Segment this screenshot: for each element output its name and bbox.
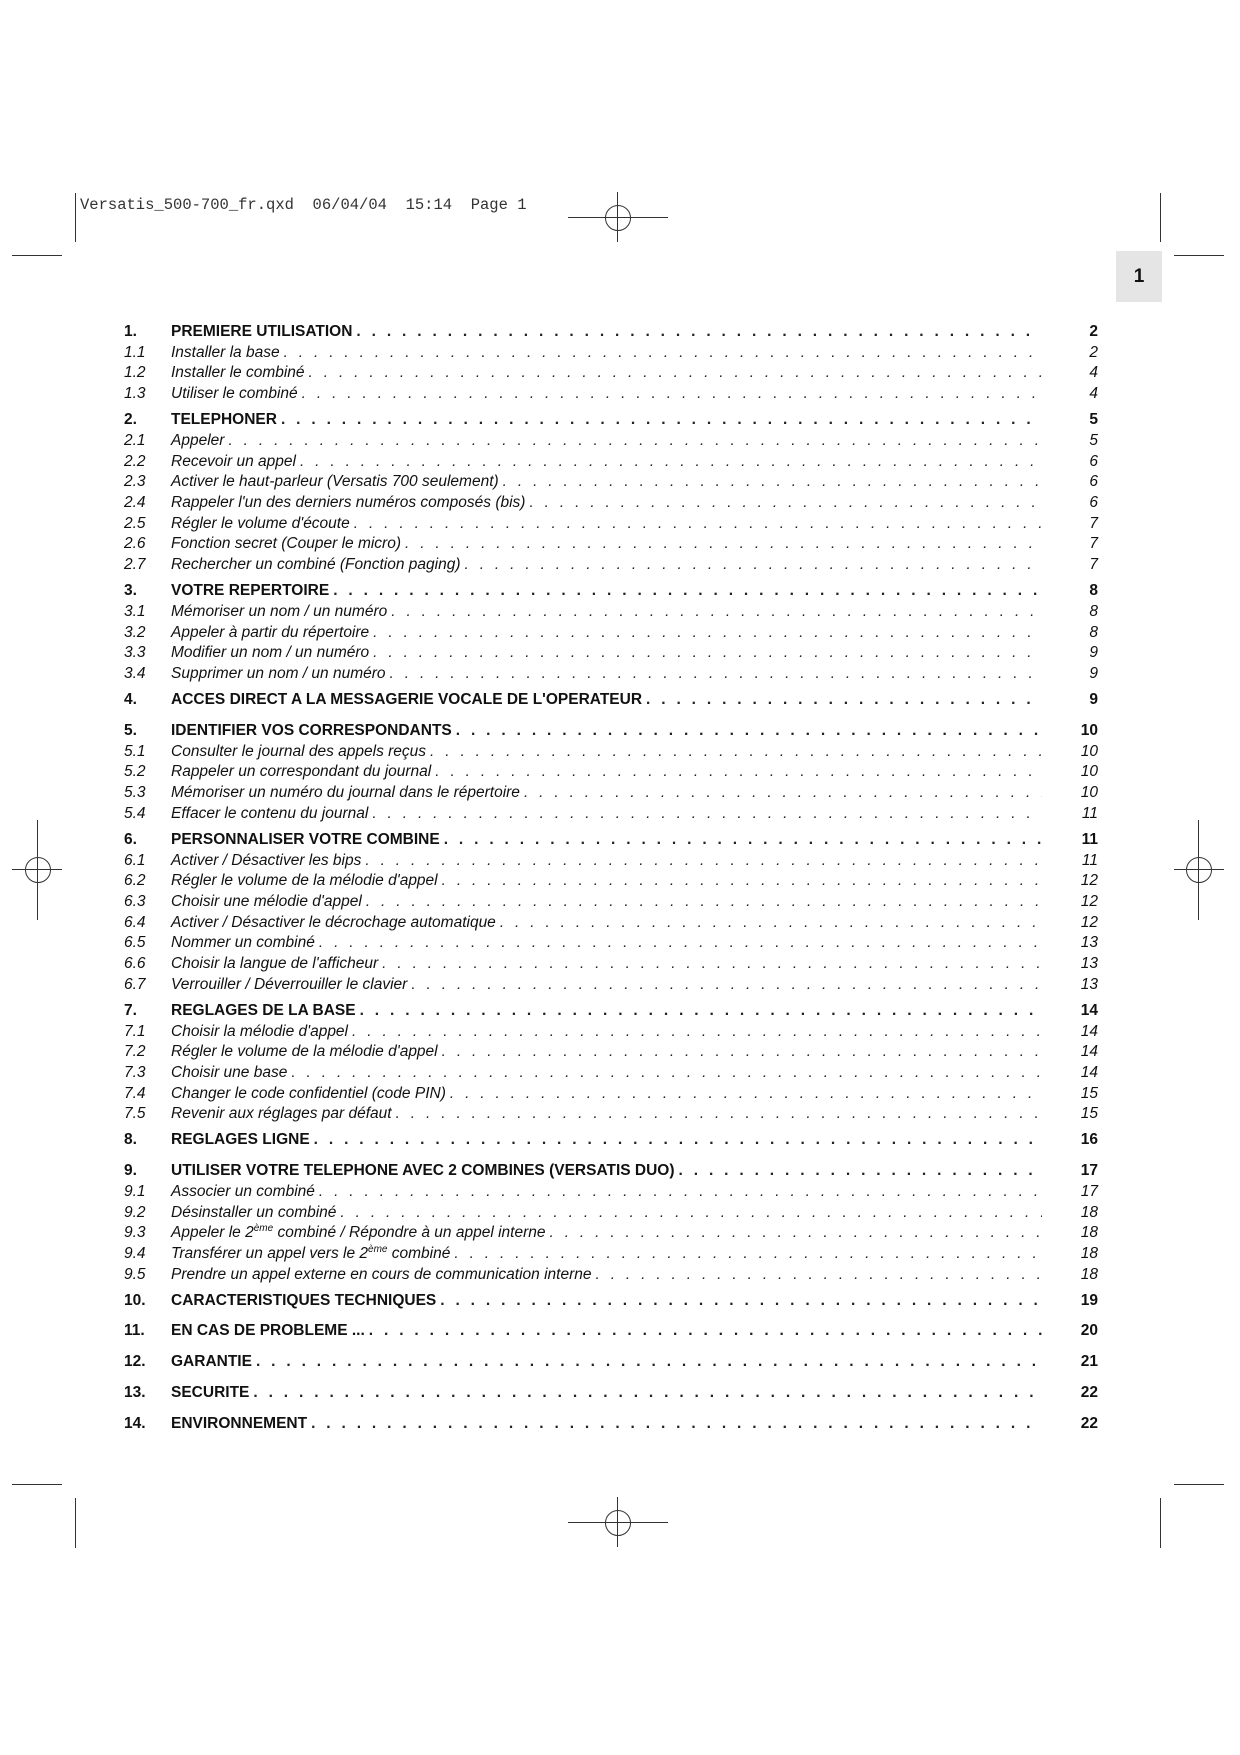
toc-title: Choisir la langue de l'afficheur [171,954,379,972]
toc-leader-dots [333,581,1042,602]
toc-number: 6.4 [124,913,146,931]
toc-page-number: 12 [1080,872,1098,890]
toc-section[interactable] [124,762,1098,783]
toc-leader-dots [442,871,1042,892]
toc-chapter[interactable] [124,1161,1098,1182]
toc-page-number: 15 [1080,1105,1098,1123]
toc-page-number: 11 [1081,851,1098,869]
toc-number: 6.6 [124,954,146,972]
toc-number: 6.7 [124,975,146,993]
slug-date: 06/04/04 [312,196,387,214]
toc-title: Mémoriser un nom / un numéro [171,602,388,620]
toc-section[interactable] [124,555,1098,576]
page-number: 1 [1133,265,1145,287]
registration-circle-bottom [605,1510,631,1536]
toc-title: Consulter le journal des appels reçus [171,742,427,760]
toc-chapter[interactable] [124,690,1098,711]
toc-page-number: 2 [1089,323,1098,340]
crop-mark-bottom-right-h [1174,1484,1224,1485]
toc-title: Choisir une base [171,1063,288,1081]
toc-leader-dots [256,1352,1042,1373]
toc-section[interactable] [124,871,1098,892]
toc-number: 10. [124,1291,146,1309]
toc-title: Régler le volume d'écoute [171,514,350,532]
toc-number: 2.3 [124,473,146,491]
crop-mark-bottom-left-h [12,1484,62,1485]
toc-number: 6.2 [124,872,146,890]
toc-page-number: 12 [1080,892,1098,910]
toc-title: Désinstaller un combiné [171,1203,337,1221]
toc-number: 3.3 [124,644,146,662]
toc-page-number: 9 [1089,665,1098,682]
toc-title: Installer la base [171,343,280,361]
toc-title-superscript: ème [253,1223,274,1235]
toc-number: 5.1 [124,742,146,760]
toc-leader-dots [390,664,1042,685]
toc-chapter[interactable] [124,1291,1098,1312]
toc-number: 2.6 [124,535,146,553]
toc-title: Activer / Désactiver les bips [171,851,362,869]
toc-title: Revenir aux réglages par défaut [171,1105,392,1123]
toc-page-number: 7 [1089,535,1098,553]
toc-leader-dots [549,1223,1042,1244]
toc-number: 3.4 [124,665,146,682]
toc-section[interactable] [124,1223,1098,1244]
toc-page-number: 4 [1089,385,1098,403]
toc-leader-dots [311,1414,1042,1435]
toc-page-number: 9 [1089,691,1098,709]
toc-section[interactable] [124,1265,1098,1286]
toc-number: 1.3 [124,385,146,403]
toc-title: IDENTIFIER VOS CORRESPONDANTS [171,721,452,739]
toc-section[interactable] [124,493,1098,514]
toc-title: REGLAGES LIGNE [171,1131,310,1149]
print-slug [80,196,527,214]
toc-page-number: 17 [1080,1162,1098,1180]
toc-number: 2.2 [124,452,146,470]
toc-section[interactable] [124,1203,1098,1224]
toc-page-number: 8 [1089,623,1098,641]
toc-title: ACCES DIRECT A LA MESSAGERIE VOCALE DE L'OPERATEUR [171,691,643,709]
toc-section[interactable] [124,1104,1098,1125]
toc-leader-dots [373,643,1042,664]
toc-chapter[interactable] [124,1383,1098,1404]
toc-page-number: 5 [1089,411,1098,429]
toc-page-number: 9 [1089,644,1098,662]
toc-title: Effacer le contenu du journal [171,804,369,822]
toc-page-number: 8 [1089,602,1098,620]
toc-chapter[interactable] [124,1321,1098,1342]
toc-chapter[interactable] [124,1001,1098,1022]
toc-title: Rappeler l'un des derniers numéros composés (bis) [171,494,526,511]
toc-section[interactable] [124,1084,1098,1105]
toc-section[interactable] [124,452,1098,473]
toc-section[interactable] [124,431,1098,452]
toc-number: 12. [124,1353,146,1371]
toc-page-number: 11 [1081,804,1098,822]
toc-page-number: 7 [1089,514,1098,532]
toc-title: Rechercher un combiné (Fonction paging) [171,556,461,574]
toc-page-number: 10 [1080,721,1098,739]
toc-page-number: 17 [1080,1182,1098,1200]
toc-leader-dots [430,742,1042,763]
toc-title: Fonction secret (Couper le micro) [171,535,401,553]
toc-page-number: 13 [1080,934,1098,952]
toc-leader-dots [450,1084,1042,1105]
toc-number: 3.2 [124,623,146,641]
toc-page-number: 14 [1080,1001,1098,1019]
toc-section[interactable] [124,602,1098,623]
toc-title: Choisir la mélodie d'appel [171,1022,349,1040]
toc-leader-dots [411,975,1042,996]
toc-leader-dots [356,322,1042,343]
toc-leader-dots [366,892,1042,913]
slug-page: Page 1 [470,196,527,214]
toc-title: Supprimer un nom / un numéro [171,665,386,682]
toc-leader-dots [456,721,1042,742]
toc-chapter[interactable] [124,1130,1098,1151]
toc-leader-dots [340,1203,1042,1224]
toc-title: Prendre un appel externe en cours de communication interne [171,1265,592,1283]
toc-page-number: 12 [1080,913,1098,931]
toc-page-number: 15 [1080,1084,1098,1102]
toc-number: 11. [124,1322,145,1340]
toc-page-number: 4 [1089,364,1098,382]
toc-section[interactable] [124,343,1098,364]
toc-title [171,1223,549,1244]
toc-page-number: 14 [1080,1063,1098,1081]
toc-leader-dots [396,1104,1042,1125]
toc-title: Régler le volume de la mélodie d'appel [171,1043,438,1061]
toc-number: 2.5 [124,514,146,532]
toc-section[interactable] [124,1182,1098,1203]
toc-number: 6.1 [124,851,146,869]
toc-leader-dots [454,1244,1042,1265]
toc-page-number: 2 [1089,343,1098,361]
toc-chapter[interactable] [124,721,1098,742]
toc-leader-dots [373,623,1042,644]
toc-section[interactable] [124,1063,1098,1084]
toc-leader-dots [291,1063,1042,1084]
toc-title: PERSONNALISER VOTRE COMBINE [171,830,440,848]
toc-number: 9.2 [124,1203,146,1221]
registration-circle-left [25,857,51,883]
toc-leader-dots [646,690,1042,711]
toc-title: Recevoir un appel [171,452,296,470]
toc-title: Installer le combiné [171,364,305,382]
toc-title: UTILISER VOTRE TELEPHONE AVEC 2 COMBINES (VERSATIS DUO) [171,1162,675,1180]
toc-title: REGLAGES DE LA BASE [171,1001,356,1019]
crop-mark-bottom-right-v [1160,1498,1161,1548]
toc-page-number: 13 [1080,975,1098,993]
toc-section[interactable] [124,1042,1098,1063]
toc-section[interactable] [124,534,1098,555]
crop-mark-top-left-v [75,193,76,242]
toc-title: Associer un combiné [171,1182,315,1200]
toc-title: ENVIRONNEMENT [171,1414,308,1432]
toc-leader-dots [228,431,1042,452]
toc-number: 2.1 [124,431,146,449]
toc-number: 8. [124,1131,137,1149]
toc-page-number: 10 [1080,742,1098,760]
toc-title-part: combiné [387,1244,451,1262]
toc-page-number: 21 [1080,1353,1098,1371]
toc-page-number: 18 [1080,1265,1098,1283]
toc-leader-dots [300,452,1042,473]
toc-leader-dots [309,363,1042,384]
toc-number: 9.1 [124,1182,146,1200]
toc-page-number: 10 [1080,763,1098,781]
toc-number: 6. [124,830,137,848]
toc-title: SECURITE [171,1383,250,1401]
toc-number: 1.1 [124,343,146,361]
toc-page-number: 19 [1080,1291,1098,1309]
toc-leader-dots [524,783,1042,804]
toc-number: 2.7 [124,556,146,574]
crop-mark-top-left-h [12,255,62,256]
toc-page-number: 18 [1080,1203,1098,1221]
toc-title: Appeler [171,431,225,449]
toc-number: 7. [124,1001,137,1019]
toc-section[interactable] [124,1022,1098,1043]
toc-title: Modifier un nom / un numéro [171,644,370,662]
toc-title: Verrouiller / Déverrouiller le clavier [171,975,408,993]
toc-number: 9.4 [124,1244,146,1262]
toc-page-number: 20 [1080,1322,1098,1340]
toc-leader-dots [352,1022,1042,1043]
toc-page-number: 6 [1089,494,1098,511]
toc-leader-dots [365,851,1042,872]
toc-leader-dots [253,1383,1042,1404]
toc-title: Rappeler un correspondant du journal [171,763,432,781]
toc-leader-dots [595,1265,1042,1286]
toc-leader-dots [444,830,1042,851]
toc-title: Choisir une mélodie d'appel [171,892,362,910]
toc-title: Appeler à partir du répertoire [171,623,370,641]
toc-section[interactable] [124,1244,1098,1265]
page-number-tab [1116,251,1162,302]
toc-number: 14. [124,1414,146,1432]
toc-leader-dots [679,1161,1042,1182]
toc-leader-dots [529,493,1042,514]
toc-section[interactable] [124,892,1098,913]
toc-chapter[interactable] [124,830,1098,851]
toc-page-number: 16 [1080,1131,1098,1149]
toc-chapter[interactable] [124,1414,1098,1435]
toc-page-number: 18 [1080,1244,1098,1262]
toc-title: PREMIERE UTILISATION [171,323,353,340]
toc-page-number: 6 [1089,452,1098,470]
toc-title: Activer le haut-parleur (Versatis 700 seulement) [171,473,499,491]
toc-leader-dots [354,514,1042,535]
toc-number: 9.3 [124,1224,146,1242]
toc-leader-dots [440,1291,1042,1312]
toc-section[interactable] [124,783,1098,804]
toc-page-number: 11 [1081,830,1098,848]
toc-section[interactable] [124,623,1098,644]
toc-title: Activer / Désactiver le décrochage automatique [171,913,496,931]
toc-page-number: 6 [1089,473,1098,491]
toc-chapter[interactable] [124,581,1098,602]
toc-page-number: 10 [1080,783,1098,801]
toc-leader-dots [382,954,1042,975]
toc-number: 5.4 [124,804,146,822]
toc-section[interactable] [124,514,1098,535]
toc-leader-dots [503,472,1042,493]
toc-page-number: 7 [1089,556,1098,574]
toc-page-number: 13 [1080,954,1098,972]
slug-time: 15:14 [405,196,453,214]
toc-title: GARANTIE [171,1353,252,1371]
toc-title-superscript: ème [368,1243,388,1255]
toc-section[interactable] [124,933,1098,954]
toc-leader-dots [391,602,1042,623]
toc-number: 1. [124,323,137,340]
toc-number: 2. [124,411,137,429]
toc-title: TELEPHONER [171,411,277,429]
toc-chapter[interactable] [124,322,1098,343]
toc-title-part: combiné / Répondre à un appel interne [273,1224,546,1242]
crop-mark-top-right-v [1160,193,1161,242]
toc-leader-dots [281,410,1042,431]
toc-leader-dots [314,1130,1042,1151]
toc-page-number: 8 [1089,582,1098,600]
toc-number: 4. [124,691,137,709]
toc-title: VOTRE REPERTOIRE [171,582,330,600]
toc-title-part: Transférer un appel vers le 2 [171,1244,369,1262]
toc-leader-dots [465,555,1043,576]
toc-section[interactable] [124,384,1098,405]
toc-leader-dots [302,384,1042,405]
slug-file: Versatis_500-700_fr.qxd [80,196,294,214]
crop-mark-top-right-h [1174,255,1224,256]
toc-page-number: 14 [1080,1022,1098,1040]
toc-number: 1.2 [124,364,146,382]
toc-section[interactable] [124,851,1098,872]
toc-leader-dots [500,913,1042,934]
toc-leader-dots [372,804,1042,825]
toc-title: Utiliser le combiné [171,385,298,403]
toc-number: 6.3 [124,892,146,910]
toc-section[interactable] [124,913,1098,934]
toc-number: 7.5 [124,1105,146,1123]
toc-number: 7.1 [124,1022,146,1040]
toc-section[interactable] [124,363,1098,384]
table-of-contents [124,322,1098,1434]
toc-page-number: 22 [1080,1383,1098,1401]
toc-section[interactable] [124,804,1098,825]
toc-section[interactable] [124,954,1098,975]
toc-number: 2.4 [124,494,146,511]
toc-section[interactable] [124,742,1098,763]
toc-title: Changer le code confidentiel (code PIN) [171,1084,446,1102]
toc-leader-dots [405,534,1042,555]
registration-circle-right [1186,857,1212,883]
toc-section[interactable] [124,975,1098,996]
toc-number: 6.5 [124,934,146,952]
crop-mark-bottom-left-v [75,1498,76,1548]
toc-number: 9.5 [124,1265,146,1283]
toc-title [171,1244,454,1265]
toc-leader-dots [319,1182,1042,1203]
toc-number: 5.3 [124,783,146,801]
toc-number: 3.1 [124,602,146,620]
toc-number: 7.3 [124,1063,146,1081]
toc-leader-dots [284,343,1042,364]
toc-leader-dots [442,1042,1042,1063]
toc-title: EN CAS DE PROBLEME ... [171,1322,365,1340]
toc-page-number: 14 [1080,1043,1098,1061]
toc-title: Nommer un combiné [171,934,315,952]
toc-number: 3. [124,582,137,600]
toc-number: 7.2 [124,1043,146,1061]
toc-title: Mémoriser un numéro du journal dans le répertoire [171,783,520,801]
toc-page-number: 18 [1080,1224,1098,1242]
registration-circle-top [605,205,631,231]
toc-title: Régler le volume de la mélodie d'appel [171,872,438,890]
toc-number: 5. [124,721,137,739]
toc-leader-dots [360,1001,1042,1022]
toc-chapter[interactable] [124,1352,1098,1373]
toc-section[interactable] [124,664,1098,685]
toc-number: 5.2 [124,763,146,781]
toc-title: CARACTERISTIQUES TECHNIQUES [171,1291,437,1309]
toc-leader-dots [369,1321,1042,1342]
toc-leader-dots [319,933,1042,954]
toc-number: 13. [124,1383,146,1401]
toc-page-number: 5 [1089,431,1098,449]
toc-number: 7.4 [124,1084,146,1102]
toc-chapter[interactable] [124,410,1098,431]
toc-leader-dots [435,762,1042,783]
toc-number: 9. [124,1162,137,1180]
toc-section[interactable] [124,643,1098,664]
toc-section[interactable] [124,472,1098,493]
toc-title-part: Appeler le 2 [171,1224,254,1242]
toc-page-number: 22 [1080,1414,1098,1432]
